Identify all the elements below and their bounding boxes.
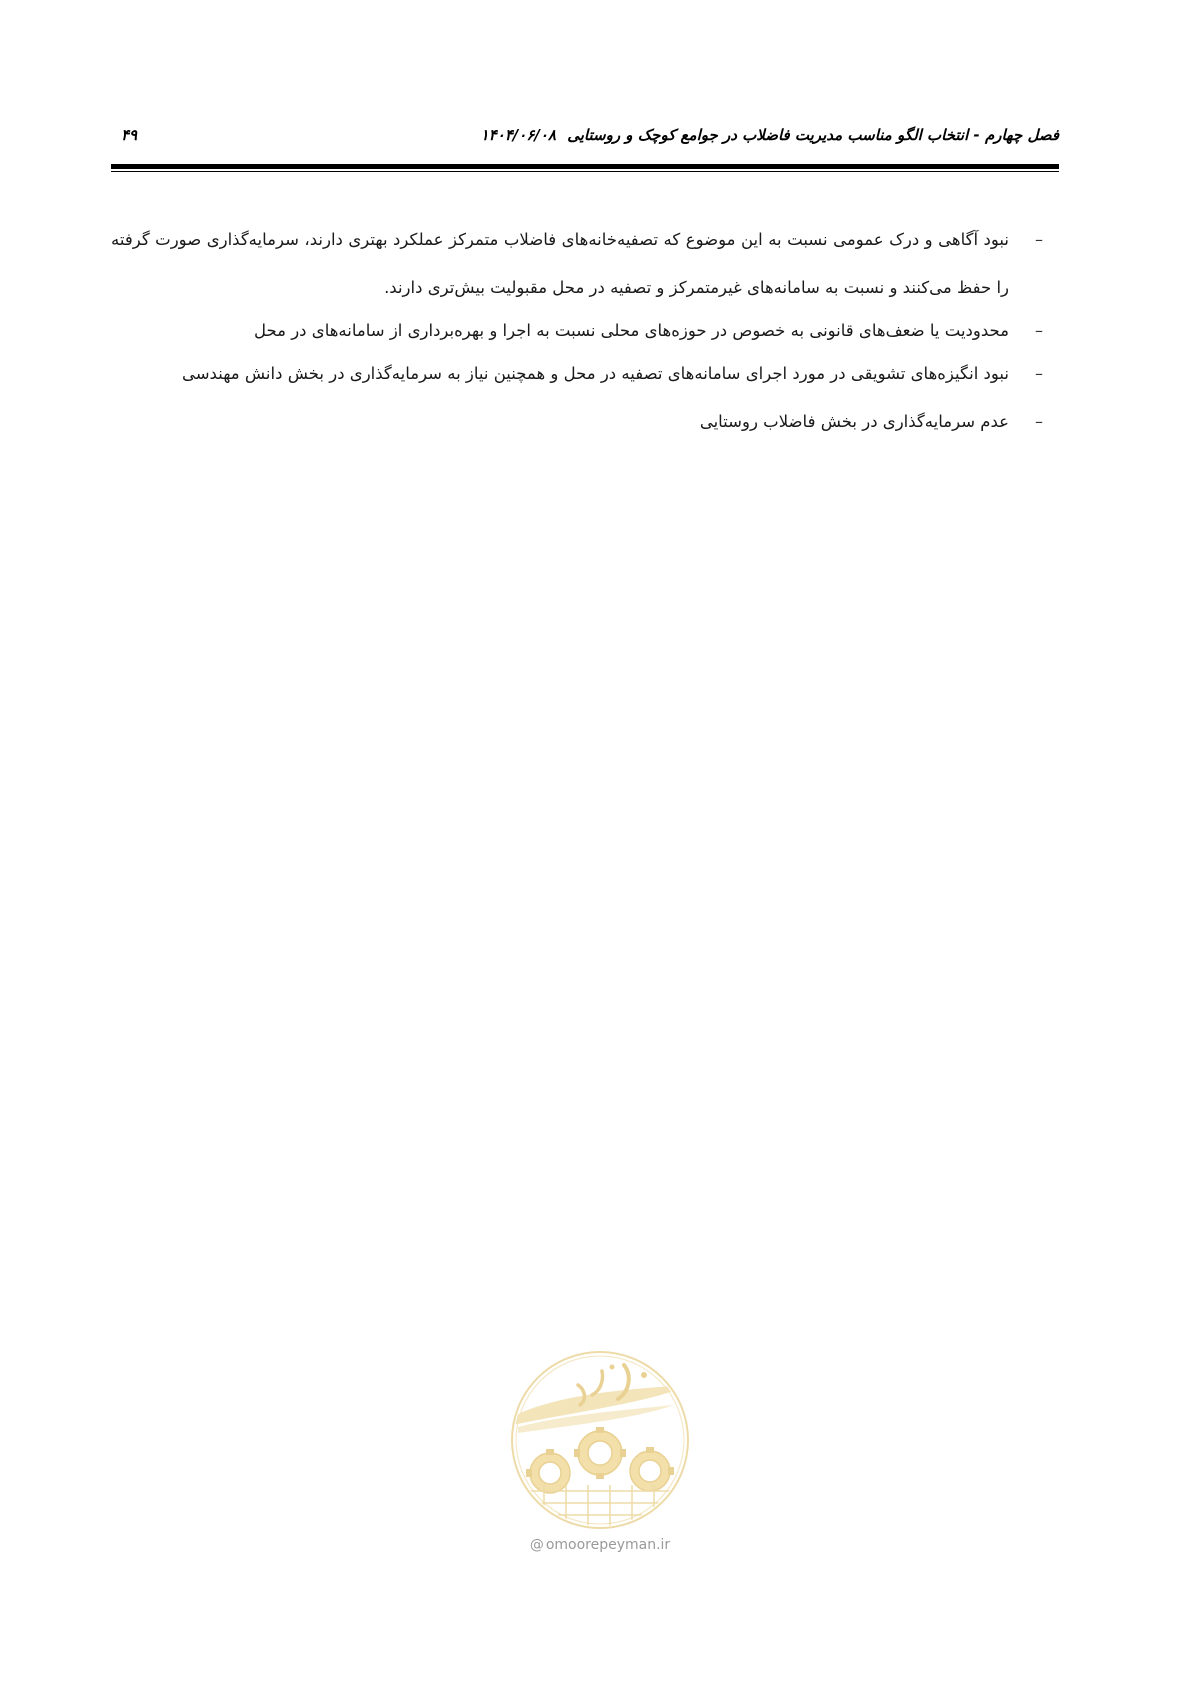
list-item xyxy=(111,312,1043,350)
watermark xyxy=(504,1345,696,1555)
header-rule-thick xyxy=(111,164,1059,169)
list-item xyxy=(111,216,1043,312)
header-rule-thin xyxy=(111,171,1059,172)
list-item-text: محدودیت یا ضعف‌های قانونی به خصوص در حوزه‌های محلی نسبت به اجرا و بهره‌برداری از سامانه‌های در محل xyxy=(253,321,1009,340)
list-item-text: عدم سرمایه‌گذاری در بخش فاضلاب روستایی xyxy=(699,412,1009,431)
running-header-title xyxy=(481,126,1059,144)
page-header xyxy=(111,126,1059,162)
page-number: ۴۹ xyxy=(121,126,138,144)
watermark-url xyxy=(504,1537,696,1553)
watermark-url-text: omoorepeyman.ir xyxy=(545,1537,671,1553)
list-item xyxy=(111,398,1043,446)
chapter-title: فصل چهارم - انتخاب الگو مناسب مدیریت فاضلاب در جوامع کوچک و روستایی xyxy=(567,126,1059,144)
list-item-text: نبود آگاهی و درک عمومی نسبت به این موضوع که تصفیه‌خانه‌های فاضلاب متمرکز عملکرد بهتری دارند، سرمایه‌گذاری صورت گرفته را حفظ می‌کنند و نسبت به سامانه‌های غیرمتمرکز و تصفیه در محل مقبولیت بیش‌تری دارند. xyxy=(111,230,1009,297)
bullet-list xyxy=(111,216,1043,446)
bullet-dash: – xyxy=(1035,364,1043,383)
bullet-dash: – xyxy=(1035,230,1043,249)
bullet-dash: – xyxy=(1035,412,1043,431)
list-item-text: نبود انگیزه‌های تشویقی در مورد اجرای سامانه‌های تصفیه در محل و همچنین نیاز به سرمایه‌گذاری در بخش دانش مهندسی xyxy=(181,364,1009,383)
at-icon: @ xyxy=(529,1537,544,1553)
bullet-dash: – xyxy=(1035,321,1043,340)
list-item xyxy=(111,350,1043,398)
watermark-logo-icon xyxy=(504,1345,696,1535)
header-date: ۱۴۰۴/۰۶/۰۸ xyxy=(480,126,556,144)
